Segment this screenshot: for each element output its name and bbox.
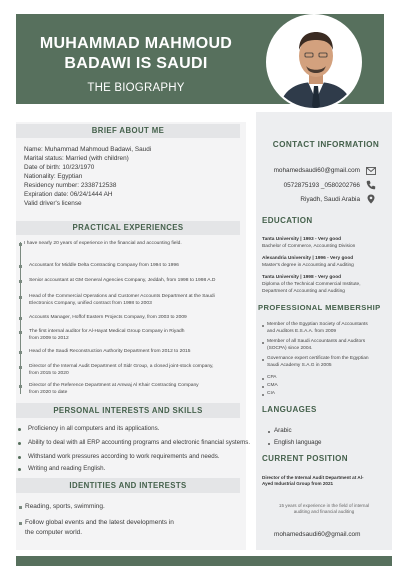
membership-text: Governance expert certificate from the Egyptian <box>267 356 369 361</box>
bullet-dot <box>268 443 270 445</box>
current-note-line: auditing and financial auditing <box>293 509 355 515</box>
brief-line: Nationality: Egyptian <box>24 173 83 180</box>
bullet-dot <box>18 428 21 431</box>
map-pin-icon <box>366 194 376 204</box>
experience-text: from 2020 to date <box>29 390 68 396</box>
experience-intro: I have nearly 20 years of experience in the financial and accounting field. <box>24 241 182 246</box>
person-name <box>36 34 236 74</box>
membership-section-title: PROFESSIONAL MEMBERSHIP <box>258 303 381 312</box>
membership-item <box>267 355 369 369</box>
education-detail: Diploma of the Technical Commercial Institute, <box>262 282 361 287</box>
education-detail: Department of Accounting and Auditing <box>262 289 345 294</box>
contact-email[interactable]: mohamedsaudi60@gmail.com <box>273 167 360 174</box>
experience-text: from 2009 to 2012 <box>29 336 69 342</box>
bullet-dot <box>18 442 21 445</box>
interest-item: Withstand work pressures according to work requirements and needs. <box>28 453 220 460</box>
hobby-item: the computer world. <box>25 529 83 536</box>
bullet-dot <box>268 431 270 433</box>
experience-text: Senior accountant at GM General Agencies Company, Jeddah, from 1998 to 1998 A.D <box>29 278 216 283</box>
interest-item: Ability to deal with all ERP accounting programs and electronic financial systems. <box>28 439 251 446</box>
membership-text: Saudi Academy S.A.G in 2005 <box>267 363 332 368</box>
current-email[interactable]: mohamedsaudi60@gmail.com <box>274 531 361 538</box>
education-item <box>262 236 355 250</box>
bullet-dot <box>18 468 21 471</box>
biography-subtitle: THE BIOGRAPHY <box>87 82 185 94</box>
education-item <box>262 255 354 269</box>
education-heading: Alexandria University | 1996 - Very good <box>262 256 354 261</box>
timeline-marker <box>19 522 22 525</box>
languages-section-title: LANGUAGES <box>262 405 317 414</box>
brief-line: Valid driver's license <box>24 200 82 207</box>
experience-text: Head of the Commercial Operations and Customer Accounts Department at the Saudi <box>29 294 215 299</box>
education-heading: Tanta University | 1998 - Very good <box>262 275 342 280</box>
brief-section-title: BRIEF ABOUT ME <box>16 124 240 138</box>
bullet-dot <box>262 325 264 327</box>
language-item: English language <box>274 439 322 446</box>
timeline-marker <box>19 366 22 369</box>
current-note-line: 15 years of experience in the field of internal <box>278 503 370 508</box>
name-line-1: MUHAMMAD MAHMOUD <box>39 35 233 52</box>
brief-line: Expiration date: 06/24/1444 AH <box>24 191 113 198</box>
membership-item: CPA <box>267 375 277 380</box>
experience-text: Director of the Reference Department at Amwaj Al Khair Contracting Company <box>29 383 199 388</box>
membership-text: Member of the Egyptian Society of Accountants <box>267 322 368 327</box>
contact-section-title: CONTACT INFORMATION <box>272 140 380 149</box>
education-detail: Master's degree in Accounting and Auditing <box>262 263 354 268</box>
education-section-title: EDUCATION <box>262 216 313 225</box>
experience-item <box>29 382 199 396</box>
experiences-section-title: PRACTICAL EXPERIENCES <box>16 221 240 235</box>
current-position-note <box>264 503 384 516</box>
name-line-2: BADAWI IS SAUDI <box>64 55 208 72</box>
contact-address: Riyadh, Saudi Arabia <box>300 196 360 203</box>
brief-line: Date of birth: 10/23/1970 <box>24 164 95 171</box>
membership-item <box>267 321 368 335</box>
hobby-item: Follow global events and the latest developments in <box>25 519 174 526</box>
portrait-illustration <box>268 16 362 110</box>
experience-text: Accounts Manager, Hoffof Eastern Projects Company, from 2003 to 2009 <box>29 315 187 320</box>
current-position-heading <box>262 475 382 488</box>
experience-text: Accountant for Middle Delta Contracting Company from 1994 to 1996 <box>29 263 179 268</box>
bullet-dot <box>262 386 264 388</box>
timeline-marker <box>19 280 22 283</box>
membership-item: CIA <box>267 391 275 396</box>
current-heading-line: Director of the Internal Audit Department at Al- <box>262 475 364 480</box>
membership-text: (SOCPA) since 2004. <box>267 346 313 351</box>
timeline-marker <box>19 296 22 299</box>
bullet-dot <box>262 359 264 361</box>
membership-text: Member of all Saudi Accountants and Auditors <box>267 339 366 344</box>
education-heading: Tanta University | 1993 - Very good <box>262 237 342 242</box>
experience-item <box>29 293 215 307</box>
experience-item <box>29 314 187 321</box>
phone-icon <box>366 180 376 190</box>
hobby-item: Reading, sports, swimming. <box>25 503 105 510</box>
timeline-marker <box>19 265 22 268</box>
timeline-marker <box>19 385 22 388</box>
experience-item <box>29 348 191 355</box>
bullet-dot <box>262 342 264 344</box>
membership-item <box>267 338 365 352</box>
experience-text: The first internal auditor for Al-Hayat Medical Group Company in Riyadh <box>29 329 185 334</box>
experience-item <box>29 328 184 342</box>
experience-text: Electronics Company, unified contract from 1998 to 2003 <box>29 301 152 307</box>
current-heading-line: Ayed Industrial Group from 2021 <box>262 481 334 487</box>
interest-item: Writing and reading English. <box>28 465 106 472</box>
education-detail: Bachelor of Commerce, Accounting Division <box>262 244 356 249</box>
timeline-marker <box>19 317 22 320</box>
experience-text: from 2015 to 2020 <box>29 371 69 377</box>
bullet-dot <box>18 456 21 459</box>
bullet-dot <box>262 394 264 396</box>
footer-band <box>16 556 392 566</box>
experience-item <box>29 363 213 377</box>
interests-section-title: PERSONAL INTERESTS AND SKILLS <box>16 403 240 418</box>
timeline-marker <box>19 351 22 354</box>
interest-item: Proficiency in all computers and its applications. <box>28 425 160 432</box>
membership-item: CMA <box>267 383 278 388</box>
timeline-marker <box>19 243 22 246</box>
experience-text: Director of the Internal Audit Department of Sidr Group, a closed joint-stock company, <box>29 364 214 369</box>
membership-text: and Auditors E.S.A.A. from 2009 <box>267 329 337 334</box>
current-section-title: CURRENT POSITION <box>262 454 348 463</box>
timeline-marker <box>19 331 22 334</box>
envelope-icon <box>366 166 376 176</box>
hobbies-section-title: IDENTITIES AND INTERESTS <box>16 478 240 493</box>
experience-item <box>29 262 179 269</box>
brief-line: Name: Muhammad Mahmoud Badawi, Saudi <box>24 146 152 153</box>
experience-text: Head of the Saudi Reconstruction Authority Department from 2012 to 2015 <box>29 349 191 354</box>
language-item: Arabic <box>274 427 292 434</box>
brief-line: Residency number: 2338712538 <box>24 182 117 189</box>
brief-line: Marital status: Married (with children) <box>24 155 129 162</box>
experience-item <box>29 277 215 284</box>
education-item <box>262 274 361 295</box>
profile-photo <box>266 14 362 110</box>
timeline-marker <box>19 506 22 509</box>
contact-phone[interactable]: 0572875193 _0580202766 <box>283 182 360 189</box>
bullet-dot <box>262 378 264 380</box>
